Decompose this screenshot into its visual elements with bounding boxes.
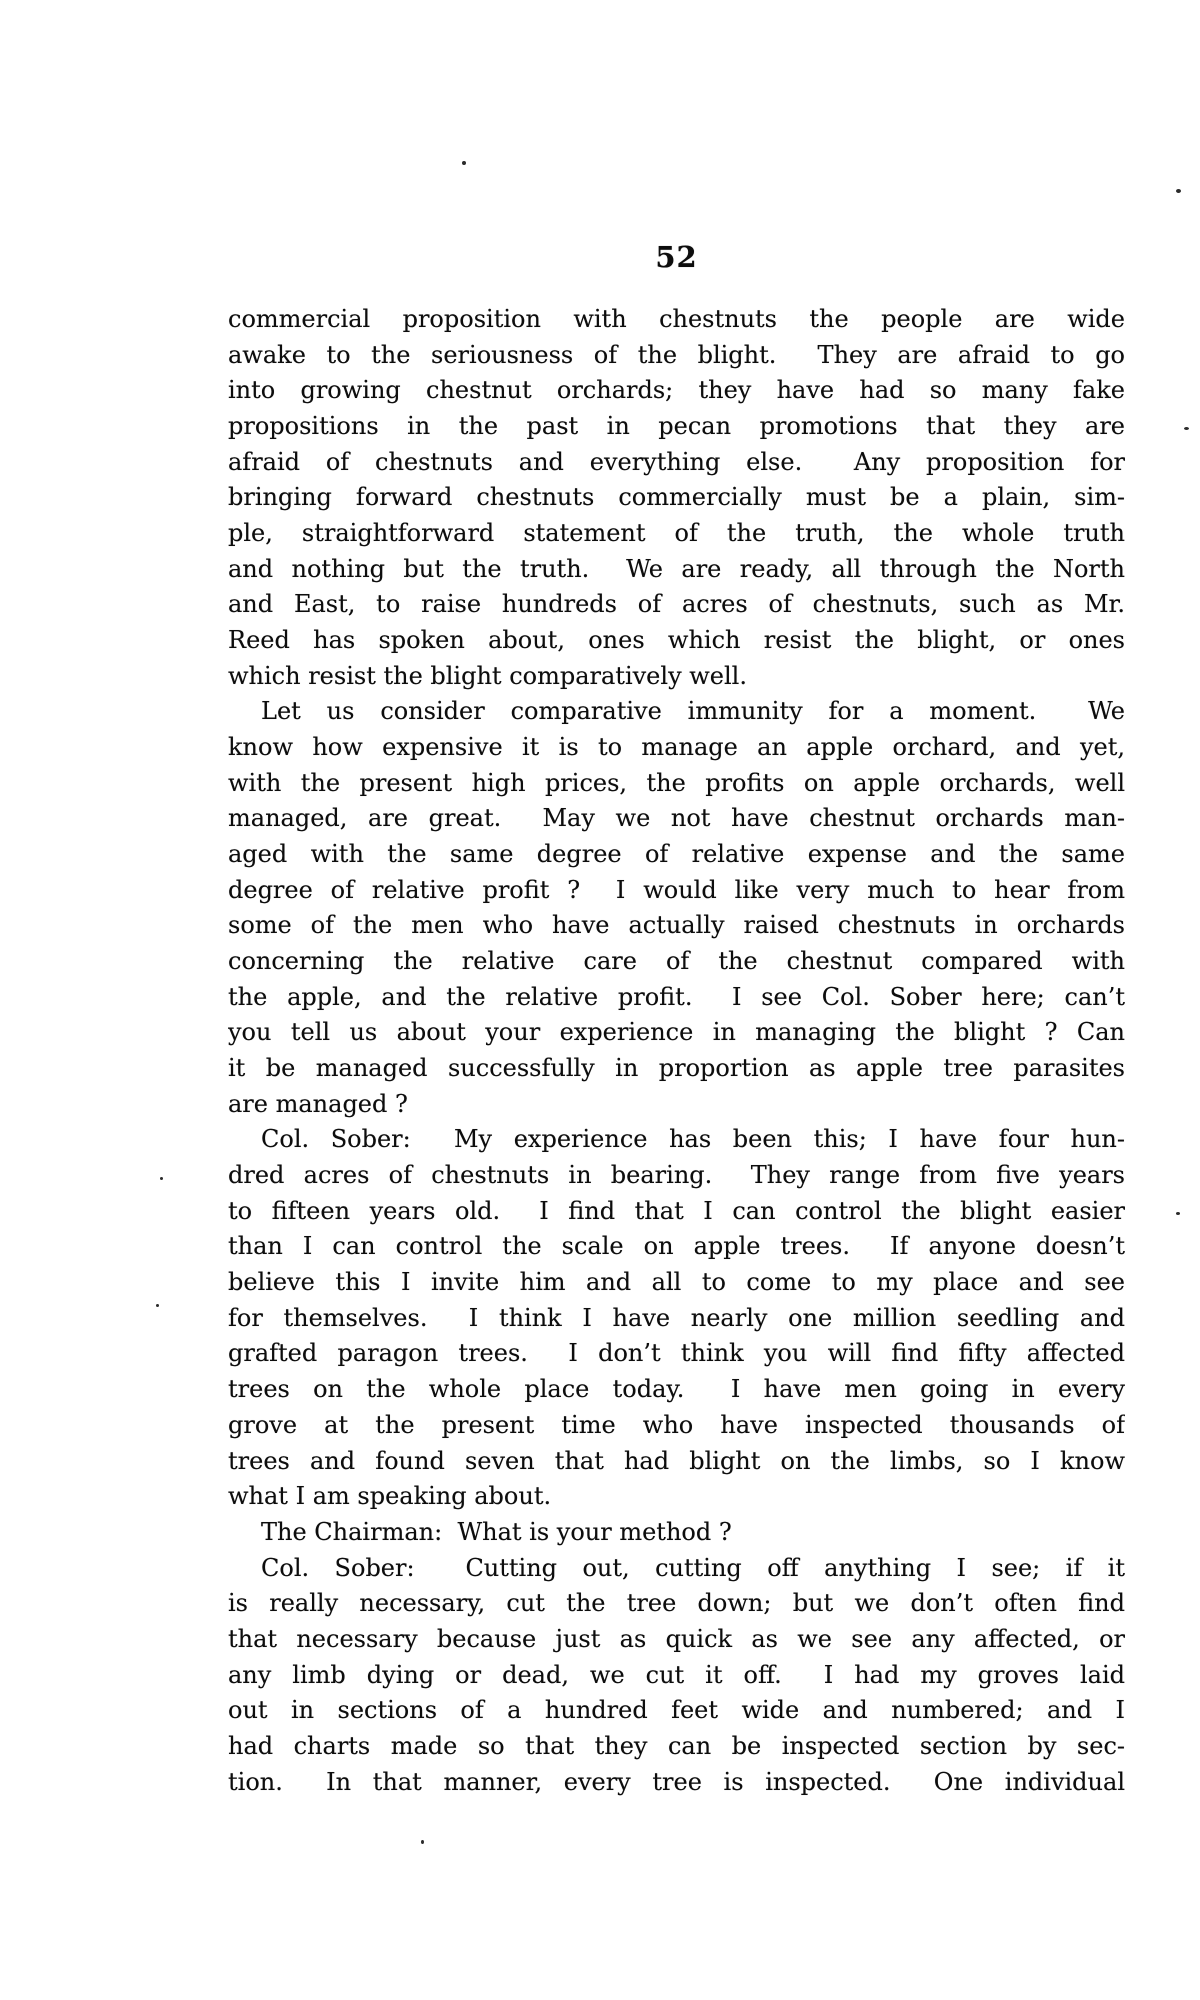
- text-line: had charts made so that they can be inspected section by sec-: [228, 1731, 1125, 1760]
- text-line: believe this I invite him and all to come to my place and see: [228, 1268, 1125, 1297]
- text-line: managed, are great. May we not have chestnut orchards man-: [228, 804, 1125, 833]
- text-line: concerning the relative care of the chestnut compared with: [228, 947, 1125, 976]
- text-line: Col. Sober: Cutting out, cutting off anything I see; if it: [261, 1553, 1125, 1582]
- text-line: to fifteen years old. I find that I can control the blight easier: [228, 1196, 1125, 1225]
- scan-speck: [160, 1177, 163, 1180]
- text-line: any limb dying or dead, we cut it off. I had my groves laid: [228, 1660, 1125, 1689]
- scan-speck: [156, 1304, 159, 1307]
- text-line: into growing chestnut orchards; they have had so many fake: [228, 376, 1125, 405]
- text-line: with the present high prices, the profits on apple orchards, well: [228, 768, 1125, 797]
- paragraph: [228, 694, 1125, 1122]
- text-line: which resist the blight comparatively well.: [228, 661, 747, 690]
- text-line: out in sections of a hundred feet wide and numbered; and I: [228, 1696, 1125, 1725]
- text-line: for themselves. I think I have nearly one million seedling and: [228, 1303, 1125, 1332]
- text-line: that necessary because just as quick as we see any affected, or: [228, 1624, 1125, 1653]
- text-line: are managed ?: [228, 1089, 408, 1118]
- text-line: than I can control the scale on apple trees. If anyone doesn’t: [228, 1232, 1125, 1261]
- text-line: commercial proposition with chestnuts the people are wide: [228, 305, 1125, 333]
- text-line: bringing forward chestnuts commercially must be a plain, sim-: [228, 483, 1125, 512]
- text-line: trees on the whole place today. I have men going in every: [228, 1375, 1125, 1404]
- scan-speck: [1184, 427, 1189, 430]
- text-line: the apple, and the relative profit. I see Col. Sober here; can’t: [228, 982, 1125, 1011]
- text-line: awake to the seriousness of the blight. They are afraid to go: [228, 340, 1125, 369]
- text-line: grove at the present time who have inspected thousands of: [228, 1410, 1125, 1439]
- page-text-block: [228, 302, 1125, 1800]
- text-line: what I am speaking about.: [228, 1482, 552, 1511]
- text-line: degree of relative profit ? I would like very much to hear from: [228, 875, 1125, 904]
- text-line: afraid of chestnuts and everything else. Any proposition for: [228, 447, 1125, 476]
- scan-speck: [421, 1840, 424, 1844]
- text-line: aged with the same degree of relative expense and the same: [228, 840, 1125, 869]
- text-line: it be managed successfully in proportion as apple tree parasites: [228, 1054, 1125, 1083]
- page-number: 52: [655, 240, 698, 274]
- text-line: and nothing but the truth. We are ready, all through the North: [228, 554, 1125, 583]
- text-line: tion. In that manner, every tree is inspected. One individual: [228, 1767, 1125, 1796]
- text-line: is really necessary, cut the tree down; but we don’t often find: [228, 1589, 1125, 1618]
- paragraph: [228, 1122, 1125, 1514]
- text-line: some of the men who have actually raised chestnuts in orchards: [228, 911, 1125, 940]
- text-line: know how expensive it is to manage an apple orchard, and yet,: [228, 733, 1125, 762]
- scan-speck: [1176, 1212, 1180, 1215]
- text-line: you tell us about your experience in managing the blight ? Can: [228, 1018, 1125, 1047]
- text-line: Let us consider comparative immunity for a moment. We: [261, 697, 1125, 726]
- scan-speck: [1176, 189, 1181, 193]
- text-line: dred acres of chestnuts in bearing. They range from five years: [228, 1161, 1125, 1190]
- text-line: grafted paragon trees. I don’t think you will find fifty affected: [228, 1339, 1125, 1368]
- scan-speck: [462, 161, 466, 165]
- text-line: and East, to raise hundreds of acres of chestnuts, such as Mr.: [228, 590, 1125, 619]
- text-line: Reed has spoken about, ones which resist the blight, or ones: [228, 626, 1125, 655]
- text-line: trees and found seven that had blight on the limbs, so I know: [228, 1446, 1125, 1475]
- paragraph: [228, 1551, 1125, 1801]
- text-line: The Chairman: What is your method ?: [261, 1517, 732, 1546]
- paragraph: [228, 1515, 1125, 1551]
- paragraph: [228, 302, 1125, 694]
- text-line: propositions in the past in pecan promotions that they are: [228, 412, 1125, 441]
- text-line: Col. Sober: My experience has been this; I have four hun-: [261, 1125, 1125, 1154]
- text-line: ple, straightforward statement of the truth, the whole truth: [228, 519, 1125, 548]
